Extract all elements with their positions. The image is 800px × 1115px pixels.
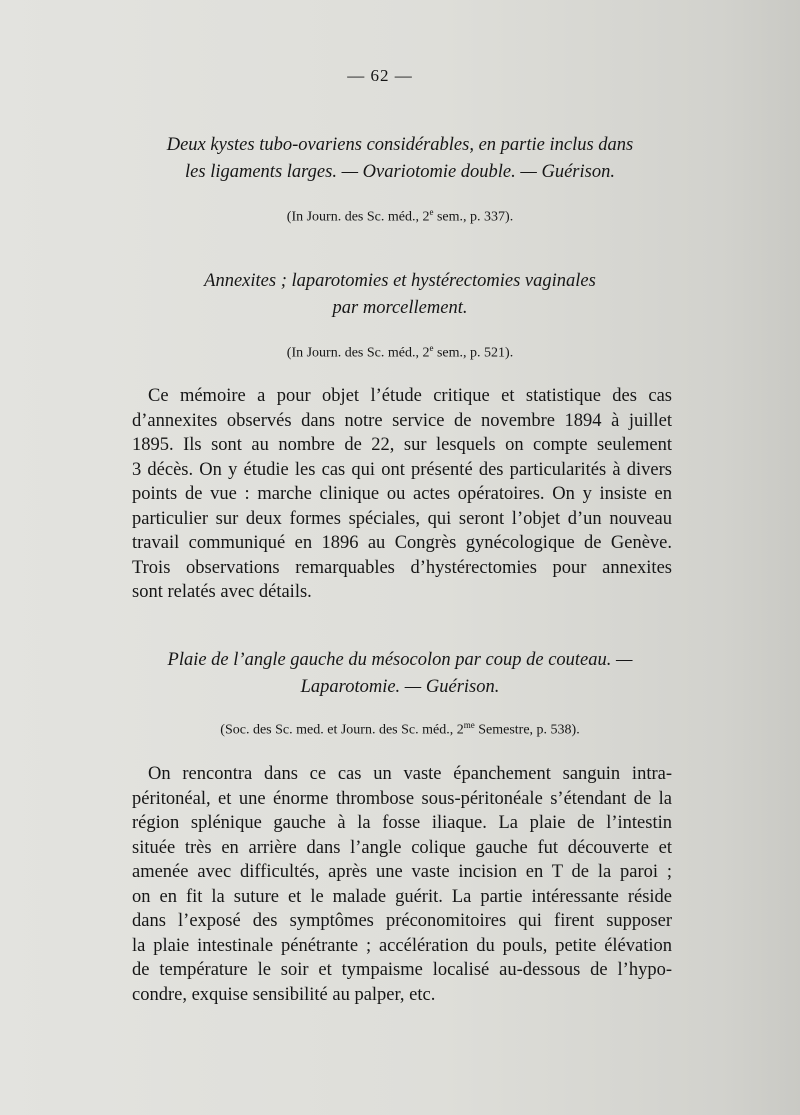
source-superscript: e bbox=[429, 343, 434, 353]
body-line: On rencontra dans ce cas un vaste épanchement sanguin intra- bbox=[148, 764, 672, 784]
title-line: Laparotomie. — Guérison. bbox=[300, 677, 500, 697]
title-line: les ligaments larges. — Ovariotomie double. — Guérison. bbox=[185, 162, 615, 182]
page-number: — 62 — bbox=[347, 66, 413, 85]
body-line: Ce mémoire a pour objet l’étude critique et statistique des cas bbox=[148, 386, 672, 406]
body-line: la plaie intestinale pénétrante ; accélération du pouls, petite élévation bbox=[132, 935, 672, 956]
body-line: 1895. Ils sont au nombre de 22, sur lesquels on compte seulement bbox=[132, 435, 672, 455]
section-2-body bbox=[132, 384, 672, 605]
source-text: (In Journ. des Sc. méd., 2 bbox=[286, 345, 430, 361]
source-text: sem., p. 521). bbox=[433, 345, 514, 361]
source-text: sem., p. 337). bbox=[433, 209, 514, 225]
source-text: (In Journ. des Sc. méd., 2 bbox=[286, 209, 430, 225]
body-line: de température le soir et tympaisme localisé au-dessous de l’hypo- bbox=[132, 960, 672, 980]
source-superscript: me bbox=[463, 720, 475, 730]
body-line: condre, exquise sensibilité au palper, etc. bbox=[132, 984, 436, 1005]
body-line: on en fit la suture et le malade guérit. La partie intéressante réside bbox=[132, 886, 672, 907]
title-line: Plaie de l’angle gauche du mésocolon par coup de couteau. — bbox=[167, 650, 633, 670]
body-line: région splénique gauche à la fosse iliaque. La plaie de l’intestin bbox=[132, 813, 672, 833]
body-line: péritonéal, et une énorme thrombose sous-péritonéale s’étendant de la bbox=[132, 788, 672, 809]
body-line: points de vue : marche clinique ou actes opératoires. On y insiste en bbox=[132, 484, 672, 504]
body-line: 3 décès. On y étudie les cas qui ont présenté des particularités à divers bbox=[132, 459, 672, 480]
body-line: Trois observations remarquables d’hystérectomies pour annexites bbox=[132, 557, 672, 578]
section-2-source bbox=[100, 343, 700, 362]
body-line: dans l’exposé des symptômes préconomitoires qui firent supposer bbox=[132, 911, 672, 931]
title-line: Annexites ; laparotomies et hystérectomies vaginales bbox=[204, 271, 596, 291]
section-1-source bbox=[100, 207, 700, 226]
body-line: située très en arrière dans l’angle colique gauche fut découverte et bbox=[132, 837, 672, 858]
source-superscript: e bbox=[429, 207, 434, 217]
section-2-title bbox=[100, 268, 700, 322]
section-1-title bbox=[100, 132, 700, 186]
title-line: Deux kystes tubo-ovariens considérables, en partie inclus dans bbox=[166, 135, 634, 155]
source-text: Semestre, p. 538). bbox=[474, 722, 580, 738]
section-3-source bbox=[100, 720, 700, 739]
section-3-title bbox=[100, 647, 700, 701]
section-3-body bbox=[132, 762, 672, 1007]
body-line: sont relatés avec détails. bbox=[132, 582, 312, 602]
source-text: (Soc. des Sc. med. et Journ. des Sc. méd., 2 bbox=[220, 722, 464, 738]
body-line: particulier sur deux formes spéciales, qui seront l’objet d’un nouveau bbox=[132, 508, 672, 529]
title-line: par morcellement. bbox=[332, 298, 468, 318]
body-line: travail communiqué en 1896 au Congrès gynécologique de Genève. bbox=[132, 533, 672, 553]
body-line: amenée avec difficultés, après une vaste incision en T de la paroi ; bbox=[132, 862, 672, 882]
body-line: d’annexites observés dans notre service de novembre 1894 à juillet bbox=[132, 410, 672, 431]
